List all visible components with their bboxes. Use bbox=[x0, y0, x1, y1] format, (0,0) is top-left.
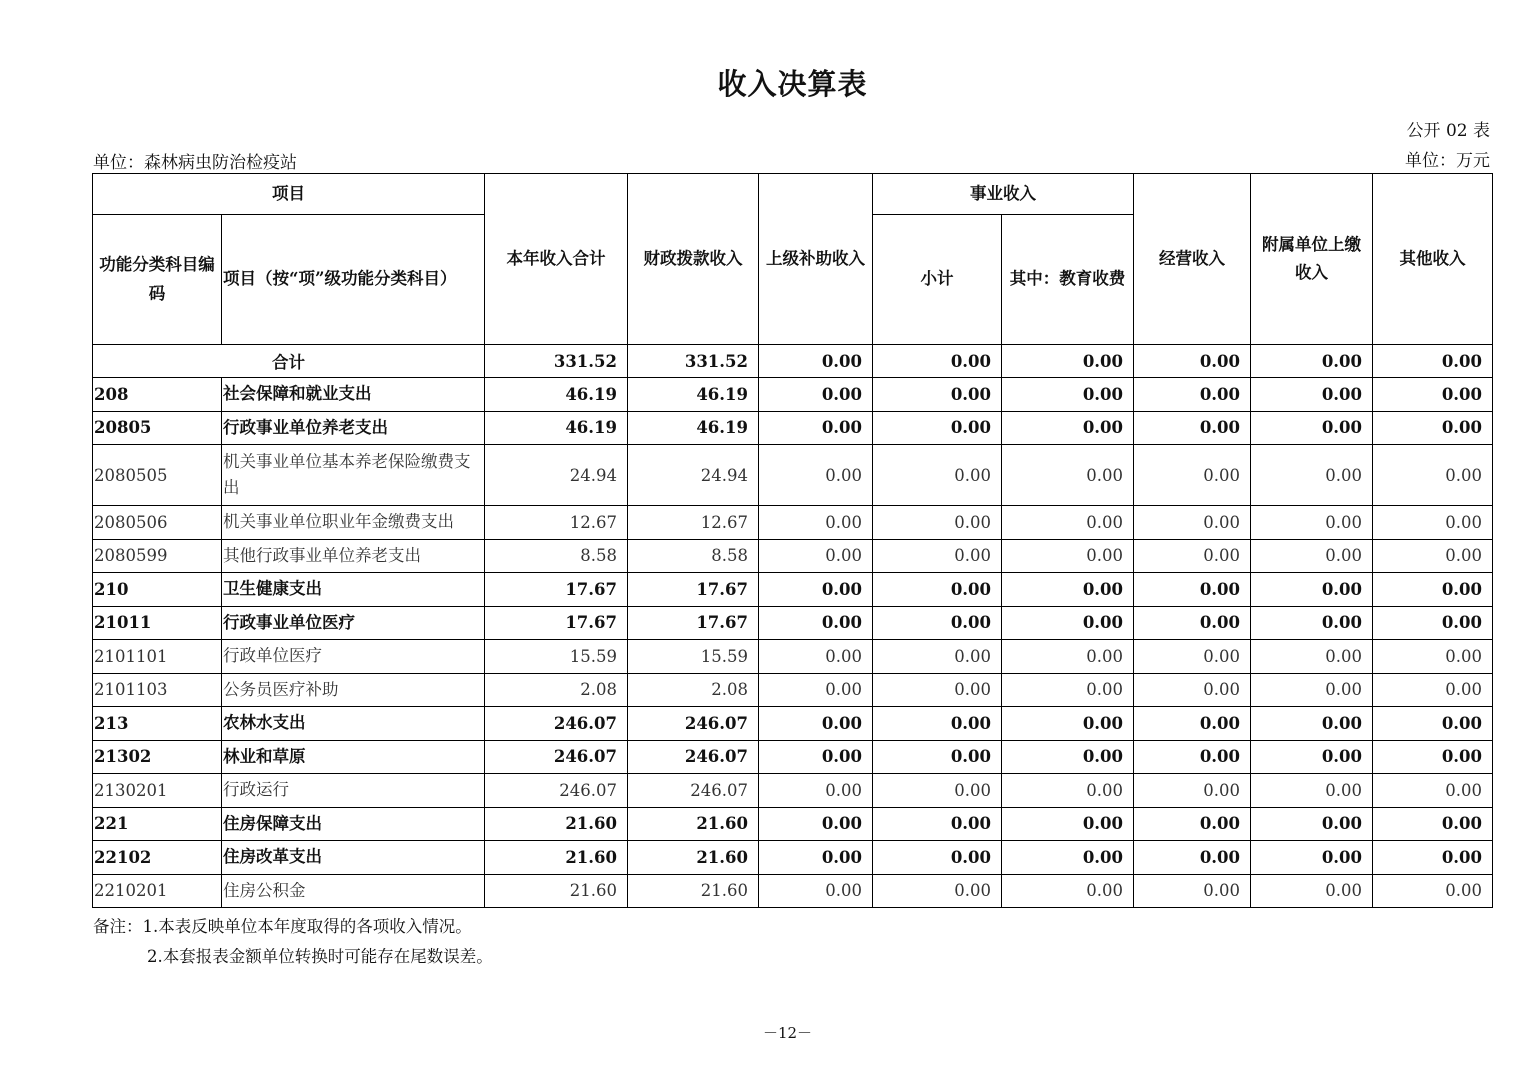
table-row bbox=[93, 378, 1493, 412]
table-row bbox=[93, 445, 1493, 506]
row-value: 15.59 bbox=[485, 640, 628, 674]
row-value: 0.00 bbox=[1134, 411, 1251, 445]
row-value: 0.00 bbox=[1373, 740, 1493, 774]
row-value: 21.60 bbox=[628, 841, 759, 875]
row-value: 0.00 bbox=[1373, 673, 1493, 707]
row-value: 0.00 bbox=[873, 707, 1002, 741]
row-value: 0.00 bbox=[1002, 445, 1134, 506]
header-education: 其中：教育收费 bbox=[1002, 215, 1134, 345]
row-value: 0.00 bbox=[873, 640, 1002, 674]
row-value: 0.00 bbox=[873, 411, 1002, 445]
row-value: 0.00 bbox=[873, 774, 1002, 808]
row-value: 0.00 bbox=[1134, 506, 1251, 540]
row-value: 0.00 bbox=[1251, 411, 1373, 445]
row-name: 行政事业单位医疗 bbox=[222, 606, 485, 640]
row-value: 0.00 bbox=[873, 378, 1002, 412]
row-value: 0.00 bbox=[1251, 774, 1373, 808]
row-value: 0.00 bbox=[1134, 673, 1251, 707]
row-value: 246.07 bbox=[628, 707, 759, 741]
row-code: 2080506 bbox=[93, 506, 222, 540]
row-value: 21.60 bbox=[485, 874, 628, 908]
total-value: 331.52 bbox=[485, 345, 628, 378]
row-value: 0.00 bbox=[1373, 774, 1493, 808]
row-value: 17.67 bbox=[485, 606, 628, 640]
row-value: 0.00 bbox=[1002, 411, 1134, 445]
header-fiscal: 财政拨款收入 bbox=[628, 174, 759, 345]
row-value: 0.00 bbox=[1251, 707, 1373, 741]
row-code: 221 bbox=[93, 807, 222, 841]
table-row bbox=[93, 740, 1493, 774]
row-name: 机关事业单位基本养老保险缴费支出 bbox=[222, 445, 485, 506]
row-value: 0.00 bbox=[1002, 378, 1134, 412]
row-value: 0.00 bbox=[873, 841, 1002, 875]
row-value: 0.00 bbox=[759, 841, 873, 875]
row-value: 0.00 bbox=[1134, 539, 1251, 573]
row-name: 住房公积金 bbox=[222, 874, 485, 908]
unit-label: 单位：森林病虫防治检疫站 bbox=[93, 153, 297, 173]
row-value: 0.00 bbox=[1002, 673, 1134, 707]
row-value: 0.00 bbox=[1251, 673, 1373, 707]
row-value: 46.19 bbox=[485, 378, 628, 412]
row-name: 机关事业单位职业年金缴费支出 bbox=[222, 506, 485, 540]
row-value: 0.00 bbox=[873, 573, 1002, 607]
table-tag: 公开 02 表 bbox=[1406, 121, 1490, 141]
total-value: 0.00 bbox=[1373, 345, 1493, 378]
row-value: 0.00 bbox=[1002, 707, 1134, 741]
row-value: 0.00 bbox=[1251, 539, 1373, 573]
row-code: 213 bbox=[93, 707, 222, 741]
row-value: 0.00 bbox=[1134, 640, 1251, 674]
row-code: 210 bbox=[93, 573, 222, 607]
header-operating: 经营收入 bbox=[1134, 174, 1251, 345]
row-name: 卫生健康支出 bbox=[222, 573, 485, 607]
row-value: 0.00 bbox=[1251, 874, 1373, 908]
row-value: 0.00 bbox=[759, 774, 873, 808]
header-other: 其他收入 bbox=[1373, 174, 1493, 345]
note-line-2: 2.本套报表金额单位转换时可能存在尾数误差。 bbox=[147, 947, 493, 966]
row-value: 0.00 bbox=[1134, 707, 1251, 741]
row-value: 15.59 bbox=[628, 640, 759, 674]
row-value: 0.00 bbox=[1134, 573, 1251, 607]
header-total: 本年收入合计 bbox=[485, 174, 628, 345]
row-value: 2.08 bbox=[628, 673, 759, 707]
row-value: 0.00 bbox=[759, 411, 873, 445]
row-value: 0.00 bbox=[759, 707, 873, 741]
row-value: 0.00 bbox=[873, 445, 1002, 506]
row-value: 0.00 bbox=[1134, 874, 1251, 908]
row-value: 24.94 bbox=[628, 445, 759, 506]
total-value: 331.52 bbox=[628, 345, 759, 378]
row-value: 0.00 bbox=[759, 606, 873, 640]
total-value: 0.00 bbox=[1251, 345, 1373, 378]
row-value: 0.00 bbox=[1002, 640, 1134, 674]
table-row bbox=[93, 411, 1493, 445]
row-value: 0.00 bbox=[1373, 807, 1493, 841]
row-value: 21.60 bbox=[485, 841, 628, 875]
row-value: 0.00 bbox=[759, 539, 873, 573]
row-value: 0.00 bbox=[1373, 378, 1493, 412]
row-name: 公务员医疗补助 bbox=[222, 673, 485, 707]
row-value: 0.00 bbox=[873, 606, 1002, 640]
row-value: 0.00 bbox=[1134, 606, 1251, 640]
table-row bbox=[93, 606, 1493, 640]
row-value: 0.00 bbox=[1134, 445, 1251, 506]
total-value: 0.00 bbox=[1002, 345, 1134, 378]
row-value: 21.60 bbox=[628, 807, 759, 841]
row-value: 0.00 bbox=[1134, 774, 1251, 808]
row-value: 46.19 bbox=[485, 411, 628, 445]
income-table bbox=[92, 173, 1493, 908]
row-code: 21011 bbox=[93, 606, 222, 640]
row-value: 0.00 bbox=[759, 506, 873, 540]
header-superior: 上级补助收入 bbox=[759, 174, 873, 345]
total-value: 0.00 bbox=[1134, 345, 1251, 378]
row-value: 0.00 bbox=[1002, 573, 1134, 607]
row-value: 0.00 bbox=[873, 807, 1002, 841]
row-value: 12.67 bbox=[485, 506, 628, 540]
table-row bbox=[93, 506, 1493, 540]
row-name: 其他行政事业单位养老支出 bbox=[222, 539, 485, 573]
row-name: 行政单位医疗 bbox=[222, 640, 485, 674]
currency-unit-label: 单位：万元 bbox=[1405, 151, 1490, 171]
row-name: 住房改革支出 bbox=[222, 841, 485, 875]
table-row bbox=[93, 707, 1493, 741]
row-value: 246.07 bbox=[628, 740, 759, 774]
row-code: 2210201 bbox=[93, 874, 222, 908]
row-value: 0.00 bbox=[1251, 740, 1373, 774]
row-name: 林业和草原 bbox=[222, 740, 485, 774]
row-value: 0.00 bbox=[1373, 606, 1493, 640]
row-value: 0.00 bbox=[1002, 740, 1134, 774]
total-label: 合计 bbox=[93, 345, 485, 378]
table-row bbox=[93, 640, 1493, 674]
row-value: 0.00 bbox=[1002, 506, 1134, 540]
row-value: 0.00 bbox=[1373, 707, 1493, 741]
row-name: 行政事业单位养老支出 bbox=[222, 411, 485, 445]
row-value: 0.00 bbox=[1373, 573, 1493, 607]
row-code: 208 bbox=[93, 378, 222, 412]
row-value: 21.60 bbox=[485, 807, 628, 841]
row-code: 2130201 bbox=[93, 774, 222, 808]
row-value: 0.00 bbox=[1134, 841, 1251, 875]
table-row bbox=[93, 539, 1493, 573]
header-affiliated: 附属单位上缴收入 bbox=[1251, 174, 1373, 345]
row-value: 0.00 bbox=[1251, 606, 1373, 640]
row-value: 0.00 bbox=[873, 506, 1002, 540]
row-value: 0.00 bbox=[1373, 640, 1493, 674]
table-row bbox=[93, 807, 1493, 841]
row-code: 22102 bbox=[93, 841, 222, 875]
row-value: 0.00 bbox=[759, 673, 873, 707]
header-func-code: 功能分类科目编码 bbox=[93, 215, 222, 345]
row-value: 0.00 bbox=[1373, 874, 1493, 908]
table-row bbox=[93, 874, 1493, 908]
row-code: 2101103 bbox=[93, 673, 222, 707]
row-value: 0.00 bbox=[1251, 506, 1373, 540]
row-value: 0.00 bbox=[1002, 774, 1134, 808]
page-number: －12－ bbox=[762, 1024, 813, 1042]
header-business: 事业收入 bbox=[873, 174, 1134, 215]
header-project: 项目 bbox=[93, 174, 485, 215]
row-value: 0.00 bbox=[1251, 378, 1373, 412]
table-row bbox=[93, 841, 1493, 875]
row-value: 246.07 bbox=[628, 774, 759, 808]
row-value: 0.00 bbox=[1251, 445, 1373, 506]
row-name: 行政运行 bbox=[222, 774, 485, 808]
total-row bbox=[93, 345, 1493, 378]
table-row bbox=[93, 673, 1493, 707]
row-value: 0.00 bbox=[1251, 573, 1373, 607]
row-value: 246.07 bbox=[485, 740, 628, 774]
row-value: 0.00 bbox=[759, 445, 873, 506]
row-value: 0.00 bbox=[1002, 539, 1134, 573]
row-value: 0.00 bbox=[1002, 841, 1134, 875]
row-value: 0.00 bbox=[1002, 874, 1134, 908]
note-line-1: 备注：1.本表反映单位本年度取得的各项收入情况。 bbox=[93, 917, 472, 936]
header-subtotal: 小计 bbox=[873, 215, 1002, 345]
row-value: 0.00 bbox=[1373, 539, 1493, 573]
row-code: 2080599 bbox=[93, 539, 222, 573]
row-code: 20805 bbox=[93, 411, 222, 445]
row-value: 8.58 bbox=[628, 539, 759, 573]
row-value: 46.19 bbox=[628, 378, 759, 412]
notes bbox=[93, 912, 493, 972]
row-value: 17.67 bbox=[485, 573, 628, 607]
row-value: 0.00 bbox=[759, 874, 873, 908]
row-value: 17.67 bbox=[628, 606, 759, 640]
row-code: 2080505 bbox=[93, 445, 222, 506]
row-value: 0.00 bbox=[1251, 640, 1373, 674]
row-value: 0.00 bbox=[1251, 841, 1373, 875]
row-value: 0.00 bbox=[1373, 411, 1493, 445]
row-value: 0.00 bbox=[759, 573, 873, 607]
row-name: 农林水支出 bbox=[222, 707, 485, 741]
row-value: 246.07 bbox=[485, 774, 628, 808]
row-value: 0.00 bbox=[873, 673, 1002, 707]
row-value: 0.00 bbox=[873, 740, 1002, 774]
row-value: 0.00 bbox=[1373, 506, 1493, 540]
row-value: 0.00 bbox=[759, 807, 873, 841]
page-title: 收入决算表 bbox=[717, 67, 868, 101]
row-value: 246.07 bbox=[485, 707, 628, 741]
row-value: 21.60 bbox=[628, 874, 759, 908]
row-name: 住房保障支出 bbox=[222, 807, 485, 841]
header-item-name: 项目（按“项”级功能分类科目） bbox=[222, 215, 485, 345]
row-value: 0.00 bbox=[873, 539, 1002, 573]
total-value: 0.00 bbox=[759, 345, 873, 378]
row-value: 0.00 bbox=[873, 874, 1002, 908]
row-value: 0.00 bbox=[1134, 378, 1251, 412]
row-value: 0.00 bbox=[1002, 606, 1134, 640]
row-value: 12.67 bbox=[628, 506, 759, 540]
row-value: 0.00 bbox=[759, 740, 873, 774]
total-value: 0.00 bbox=[873, 345, 1002, 378]
row-value: 46.19 bbox=[628, 411, 759, 445]
row-value: 0.00 bbox=[1373, 841, 1493, 875]
row-value: 0.00 bbox=[1002, 807, 1134, 841]
row-value: 17.67 bbox=[628, 573, 759, 607]
row-code: 21302 bbox=[93, 740, 222, 774]
row-value: 0.00 bbox=[1134, 740, 1251, 774]
table-row bbox=[93, 774, 1493, 808]
row-name: 社会保障和就业支出 bbox=[222, 378, 485, 412]
row-value: 0.00 bbox=[1134, 807, 1251, 841]
row-code: 2101101 bbox=[93, 640, 222, 674]
row-value: 0.00 bbox=[1251, 807, 1373, 841]
row-value: 24.94 bbox=[485, 445, 628, 506]
row-value: 8.58 bbox=[485, 539, 628, 573]
row-value: 0.00 bbox=[759, 378, 873, 412]
row-value: 0.00 bbox=[1373, 445, 1493, 506]
table-row bbox=[93, 573, 1493, 607]
row-value: 0.00 bbox=[759, 640, 873, 674]
row-value: 2.08 bbox=[485, 673, 628, 707]
